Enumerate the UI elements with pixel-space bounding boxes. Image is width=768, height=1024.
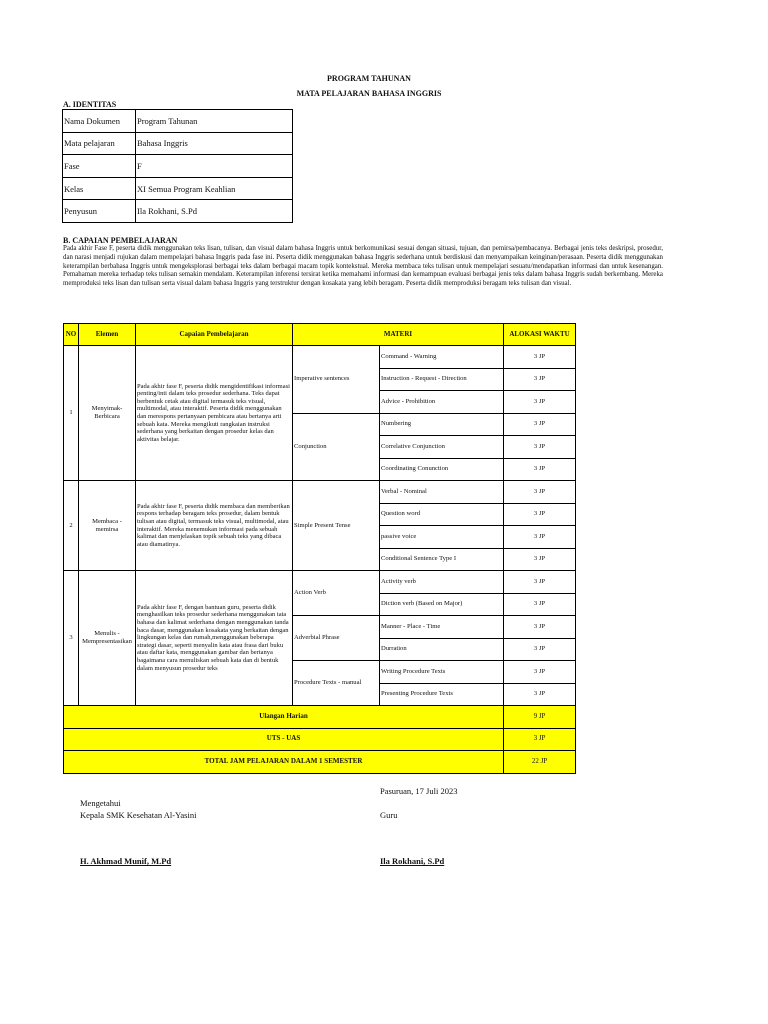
row-alokasi: 3 JP [504,548,576,571]
row-materi: Activity verb [380,571,504,594]
row-alokasi: 3 JP [504,413,576,436]
row-materi: Advice - Prohibition [380,391,504,414]
identity-row [63,155,293,178]
row-materi: passive voice [380,526,504,549]
identity-row [63,132,293,155]
row-materi: Instruction - Request - Direction [380,368,504,391]
identity-value: F [136,155,293,178]
identity-key: Kelas [63,177,136,200]
row-topic: Procedure Texts - manual [293,661,380,706]
row-materi: Numbering [380,413,504,436]
row-topic: Imperative sentences [293,346,380,414]
row-alokasi: 3 JP [504,526,576,549]
row-alokasi: 3 JP [504,481,576,504]
row-alokasi: 3 JP [504,436,576,459]
header-capaian: Capaian Pembelajaran [136,324,293,346]
summary-row [64,706,576,729]
row-materi: Question word [380,503,504,526]
row-materi: Command - Warning [380,346,504,369]
row-alokasi: 3 JP [504,571,576,594]
row-alokasi: 3 JP [504,503,576,526]
row-topic: Simple Present Tense [293,481,380,571]
row-no: 1 [64,346,79,481]
row-alokasi: 3 JP [504,638,576,661]
header-no: NO [64,324,79,346]
header-elemen: Elemen [79,324,136,346]
row-materi: Diction verb (Based on Major) [380,593,504,616]
materi-table [63,323,576,774]
row-alokasi: 3 JP [504,593,576,616]
row-elemen: Menulis - Mempresentasikan [79,571,136,706]
row-materi: Coordinating Conunction [380,458,504,481]
identity-value: XI Semua Program Keahlian [136,177,293,200]
row-capaian: Pada akhir fase F, peserta didik mengidentifikasi informasi penting/inti dalam teks prosedur sederhana. Teks dapat berbentuk cetak atau digital termasuk teks visual, multimodal, atau interaktif. Peserta didik menggunakan dan merespons pertanyaan pembicara atau bertanya arti sebuah kata. Mereka mengikuti rangkaian instruksi sederhana yang berkaitan dengan prosedur kelas dan aktivitas belajar. [136,346,293,481]
identity-key: Penyusun [63,200,136,223]
row-materi: Correlative Conjunction [380,436,504,459]
signature-right-line: Guru [380,810,398,820]
summary-label: TOTAL JAM PELAJARAN DALAM 1 SEMESTER [64,751,504,774]
identity-row [63,110,293,133]
row-alokasi: 3 JP [504,661,576,684]
signature-right-name: Ila Rokhani, S.Pd [380,856,445,866]
document-subtitle: MATA PELAJARAN BAHASA INGGRIS [296,89,442,98]
row-topic: Adverbial Phrase [293,616,380,661]
identity-key: Mata pelajaran [63,132,136,155]
table-row [64,481,576,504]
section-capaian-heading: B. CAPAIAN PEMBELAJARAN [63,236,178,245]
section-identitas-heading: A. IDENTITAS [63,100,117,109]
row-capaian: Pada akhir fase F, peserta didik membaca dan memberikan respons terhadap beragam teks prosedur, dalam bentuk tulisan atau digital, termasuk teks visual, multimodal, atau interaktif. Mereka menemukan informasi pada sebuah kalimat dan menjelaskan topik sebuah teks yang dibaca atau diamatinya. [136,481,293,571]
identity-row [63,177,293,200]
identity-row [63,200,293,223]
row-elemen: Membaca - memirsa [79,481,136,571]
signature-left-line1: Mengetahui [80,798,121,808]
identity-key: Nama Dokumen [63,110,136,133]
signature-left-line2: Kepala SMK Kesehatan Al-Yasini [80,810,197,820]
row-materi: Durration [380,638,504,661]
summary-label: UTS - UAS [64,728,504,751]
row-alokasi: 3 JP [504,616,576,639]
row-materi: Conditional Sentence Type I [380,548,504,571]
row-alokasi: 3 JP [504,346,576,369]
identity-value: Program Tahunan [136,110,293,133]
table-row [64,571,576,594]
summary-jp: 22 JP [504,751,576,774]
row-alokasi: 3 JP [504,368,576,391]
signature-left-name: H. Akhmad Munif, M.Pd [80,856,172,866]
header-alokasi: ALOKASI WAKTU [504,324,576,346]
table-header-row [64,324,576,346]
row-alokasi: 3 JP [504,458,576,481]
summary-row [64,751,576,774]
row-topic: Conjunction [293,413,380,481]
document-title: PROGRAM TAHUNAN [327,74,411,83]
identity-value: Ila Rokhani, S.Pd [136,200,293,223]
identity-table [62,109,293,223]
row-elemen: Menyimak-Berbicara [79,346,136,481]
capaian-paragraph: Pada akhir Fase F, peserta didik menggunakan teks lisan, tulisan, dan visual dalam bahasa Inggris untuk berkomunikasi sesuai dengan situasi, tujuan, dan pemirsa/pembacanya. Berbagai jenis teks deskripsi, prosedur, dan narasi menjadi rujukan dalam mempelajari bahasa Inggris pada fase ini. Peserta didik menggunakan bahasa Inggris sederhana untuk berdiskusi dan menyampaikan keinginan/perasaan. Peserta didik menggunakan keterampilan berbahasa Inggris untuk mengeksplorasi berbagai teks dalam berbagai macam topik kontekstual. Mereka membaca teks tulisan untuk mempelajari sesuatu/mendapatkan informasi dan untuk kesenangan. Pemahaman mereka terhadap teks tulisan semakin mendalam. Keterampilan inferensi tersirat ketika memahami informasi dan kemampuan evaluasi berbagai jenis teks dalam bahasa Inggris sudah berkembang. Mereka memproduksi teks lisan dan tulisan serta visual dalam bahasa Inggris yang terstruktur dengan kosakata yang lebih beragam. Peserta didik memproduksi beragam teks tulisan dan visual. [63,245,663,288]
place-date: Pasuruan, 17 Juli 2023 [380,786,458,796]
row-materi: Manner - Place - Time [380,616,504,639]
summary-jp: 9 JP [504,706,576,729]
row-alokasi: 3 JP [504,391,576,414]
table-row [64,346,576,369]
row-materi: Verbal - Nominal [380,481,504,504]
header-materi: MATERI [293,324,504,346]
summary-row [64,728,576,751]
row-materi: Presenting Procedure Texts [380,683,504,706]
row-alokasi: 3 JP [504,683,576,706]
row-capaian: Pada akhir fase F, dengan bantuan guru, peserta didik menghasilkan teks prosedur sederhana menggunakan tata bahasa dan kalimat sederhana dengan menggunakan tanda baca dasar, menggunakan kosakata yang berkaitan dengan lingkungan kelas dan rumah,menggunakan beberapa strategi dasar, seperti menyalin kata atau frasa dari buku atau daftar kata, menggunakan gambar dan bertanya bagaimana cara menuliskan sebuah kata dan di bentuk dalam menyusun prosedur teks [136,571,293,706]
summary-jp: 3 JP [504,728,576,751]
identity-value: Bahasa Inggris [136,132,293,155]
identity-key: Fase [63,155,136,178]
summary-label: Ulangan Harian [64,706,504,729]
row-no: 2 [64,481,79,571]
row-no: 3 [64,571,79,706]
row-materi: Writing Procedure Texts [380,661,504,684]
row-topic: Action Verb [293,571,380,616]
